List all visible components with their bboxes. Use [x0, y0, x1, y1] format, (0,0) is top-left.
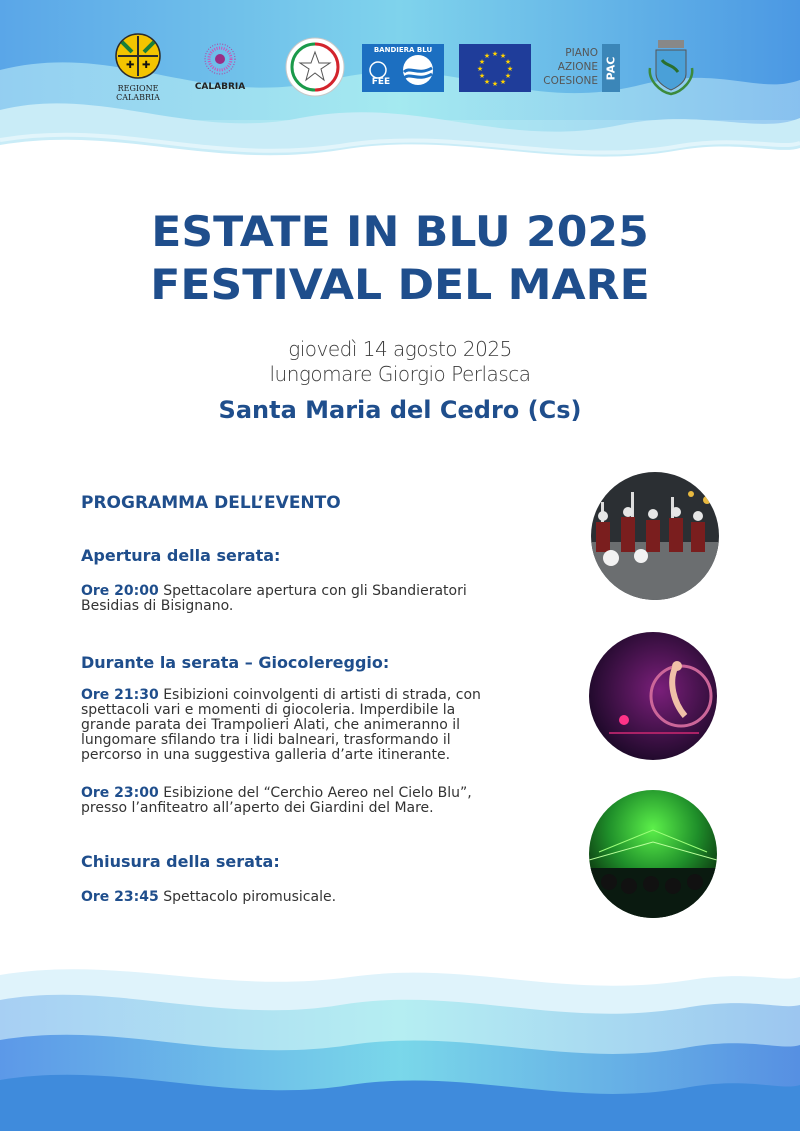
during-text-line: Esibizione del “Cerchio Aereo nel Cielo Blu”, — [158, 785, 472, 801]
closing-text-line: Spettacolo piromusicale. — [158, 889, 337, 905]
comune-crest-logo — [646, 38, 696, 100]
svg-text:★: ★ — [491, 50, 499, 58]
svg-text:★: ★ — [506, 65, 514, 73]
eu-stars-icon — [459, 44, 531, 92]
closing-item — [81, 890, 541, 905]
closing-heading: Chiusura della serata: — [81, 852, 280, 871]
pac-logo — [540, 44, 632, 94]
flag-wavers-photo — [591, 472, 719, 600]
regione-calabria-crest-icon — [112, 32, 164, 80]
during-time: Ore 23:00 — [81, 785, 159, 801]
during-text-line: presso l’anfiteatro all’aperto dei Giardini del Mare. — [81, 800, 434, 816]
event-date: giovedì 14 agosto 2025 — [288, 337, 512, 361]
svg-text:★: ★ — [504, 72, 512, 80]
program-heading: PROGRAMMA DELL’EVENTO — [81, 493, 341, 513]
aerial-hoop-photo — [589, 632, 717, 760]
event-title-line1: ESTATE IN BLU 2025 — [151, 207, 649, 256]
during-item — [81, 786, 541, 816]
pac-line3: COESIONE — [543, 75, 598, 87]
pac-badge-label: PAC — [604, 56, 618, 81]
bandiera-blu-label: BANDIERA BLU — [373, 46, 433, 54]
bottom-wave-decoration — [0, 955, 800, 1131]
svg-text:★: ★ — [478, 72, 486, 80]
opening-text-line: Besidias di Bisignano. — [81, 598, 234, 614]
regione-calabria-logo — [112, 32, 164, 102]
svg-text:✚: ✚ — [142, 60, 151, 71]
during-item — [81, 688, 541, 763]
bandiera-blu-wave-icon — [362, 54, 444, 94]
opening-time: Ore 20:00 — [81, 583, 159, 599]
italian-republic-emblem-icon — [284, 36, 346, 98]
during-text-line: Esibizioni coinvolgenti di artisti di strada, con — [158, 687, 481, 703]
calabria-brand-label: CALABRIA — [194, 82, 246, 92]
fireworks-image — [589, 790, 717, 918]
svg-text:★: ★ — [499, 52, 507, 60]
during-heading: Durante la serata – Giocolereggio: — [81, 653, 390, 672]
pac-line1: PIANO — [565, 47, 598, 59]
fee-label: FEE — [371, 77, 391, 87]
svg-text:★: ★ — [491, 80, 499, 88]
during-text-line: percorso in una suggestiva galleria d’arte itinerante. — [81, 747, 451, 763]
during-text-line: grande parata dei Trampolieri Alati, che animeranno il — [81, 717, 461, 733]
during-text-line: spettacoli vari e momenti di giocoleria. Imperdibile la — [81, 702, 456, 718]
svg-text:★: ★ — [504, 58, 512, 66]
pac-line2: AZIONE — [557, 61, 598, 73]
aerial-hoop-image — [589, 632, 717, 760]
bandiera-blu-logo — [362, 44, 444, 92]
pac-badge — [602, 44, 620, 92]
sponsor-logos — [0, 32, 800, 102]
closing-time: Ore 23:45 — [81, 889, 159, 905]
svg-text:★: ★ — [476, 65, 484, 73]
fireworks-photo — [589, 790, 717, 918]
during-text-line: lungomare sfilando tra i lidi balneari, trasformando il — [81, 732, 451, 748]
opening-heading: Apertura della serata: — [81, 546, 281, 565]
svg-text:★: ★ — [499, 78, 507, 86]
event-title-line2: FESTIVAL DEL MARE — [150, 260, 650, 309]
opening-item — [81, 584, 541, 614]
comune-crest-icon — [646, 38, 696, 96]
opening-text-line: Spettacolare apertura con gli Sbandieratori — [158, 583, 467, 599]
eu-flag-logo — [459, 44, 531, 92]
svg-text:★: ★ — [483, 78, 491, 86]
flag-wavers-image — [591, 472, 719, 600]
event-town: Santa Maria del Cedro (Cs) — [218, 396, 582, 424]
event-location: lungomare Giorgio Perlasca — [269, 362, 531, 386]
during-time: Ore 21:30 — [81, 687, 159, 703]
repubblica-italiana-logo — [284, 36, 346, 102]
regione-calabria-label: REGIONE CALABRIA — [116, 84, 160, 102]
svg-text:★: ★ — [478, 58, 486, 66]
calabria-brand-logo — [190, 42, 250, 92]
svg-text:★: ★ — [483, 52, 491, 60]
calabria-flower-icon — [200, 42, 240, 78]
svg-text:✚: ✚ — [126, 60, 135, 71]
